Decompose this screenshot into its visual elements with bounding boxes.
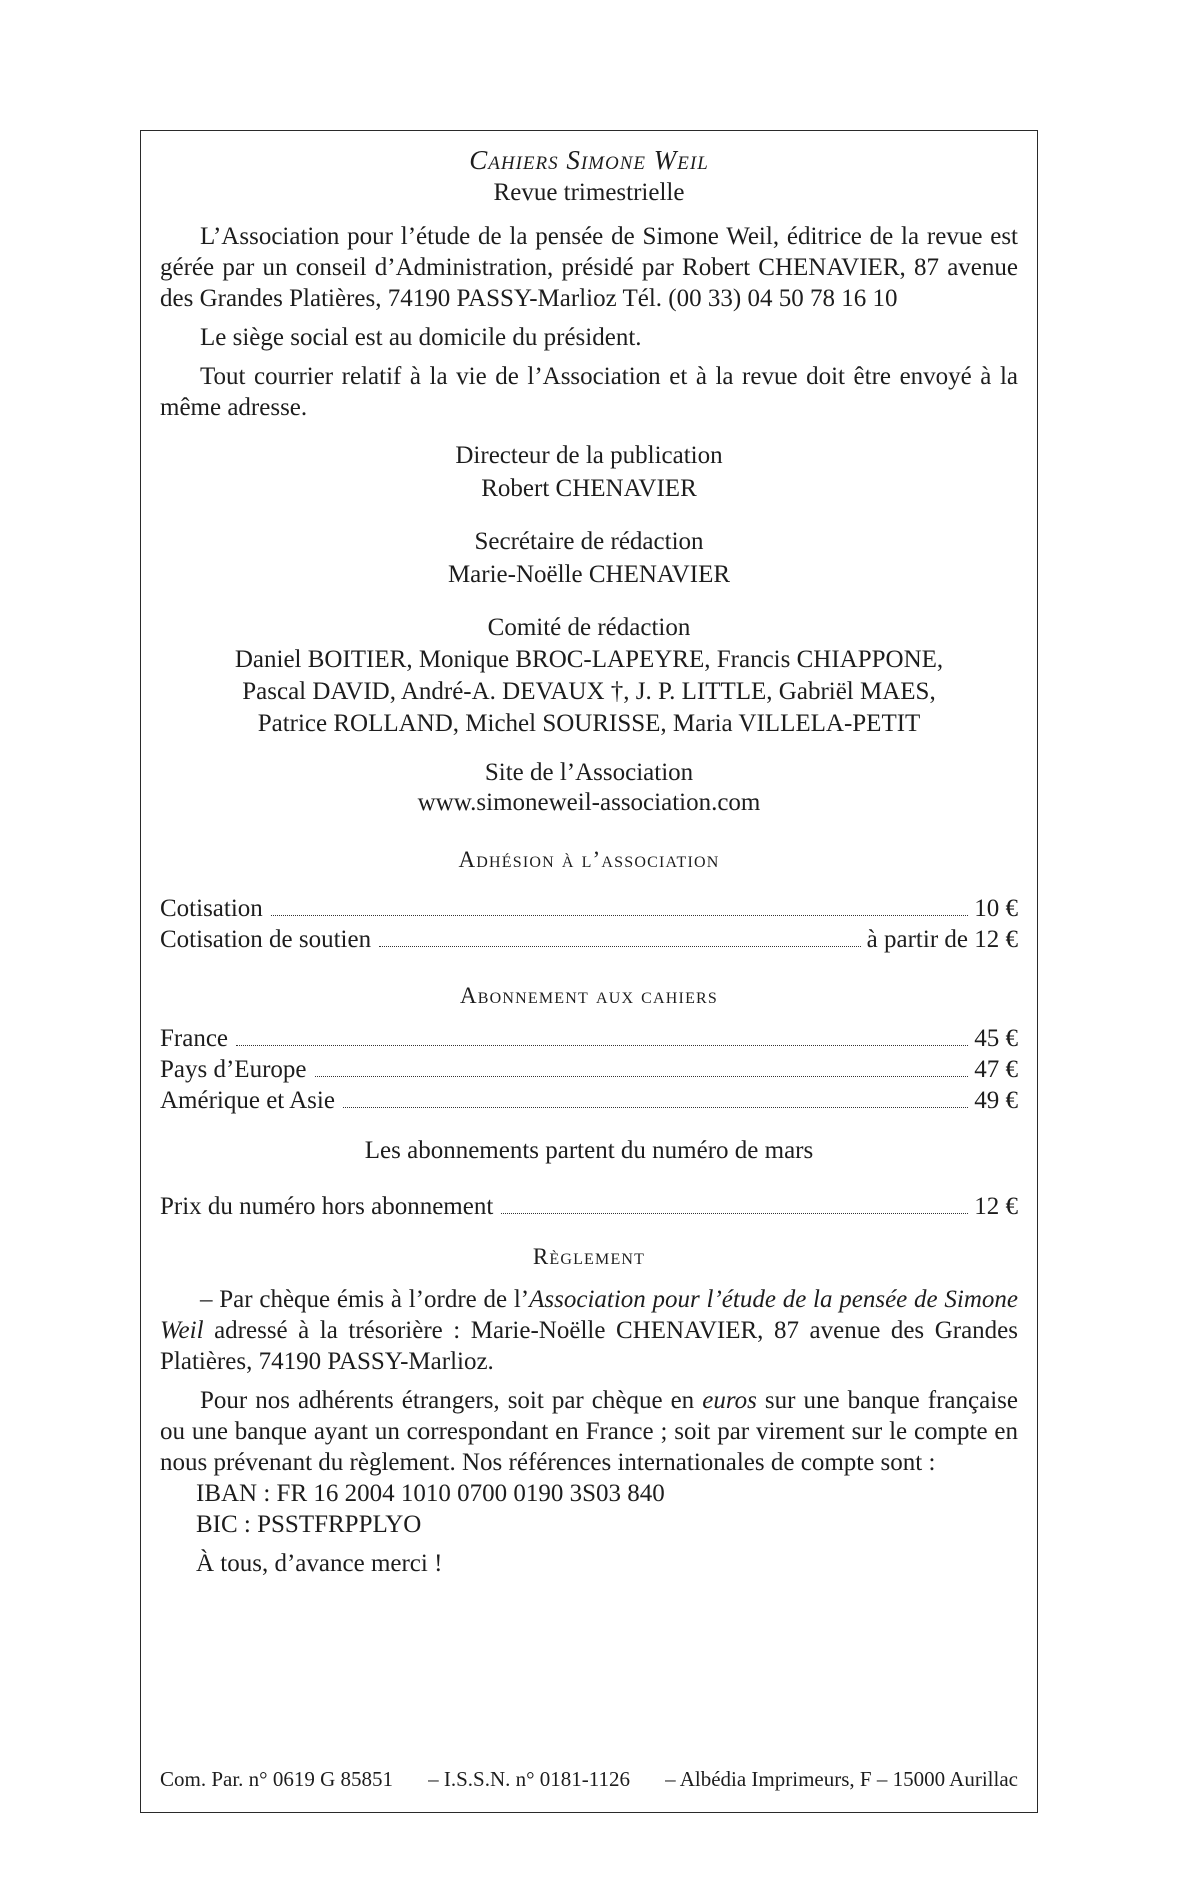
row-value: à partir de 12 €: [866, 926, 1018, 953]
subscription-heading: Abonnement aux cahiers: [459, 983, 719, 1008]
membership-list: [160, 893, 1018, 955]
footer-issn: – I.S.S.N. n° 0181-1126: [428, 1767, 630, 1791]
association-paragraph: L’Association pour l’étude de la pensée de Simone Weil, éditrice de la revue est gérée par un conseil d’Administration, présidé par Robert CHENAVIER, 87 avenue des Grandes Platières, 74190 PASSY-Marlioz Tél. (00 33) 04 50 78 16 10: [160, 223, 1018, 312]
row-value: 45 €: [974, 1025, 1018, 1052]
payment-heading: Règlement: [532, 1244, 646, 1269]
director-name: Robert CHENAVIER: [481, 475, 697, 502]
row-value: 49 €: [974, 1087, 1018, 1114]
cheque-text-end: adressé à la trésorière : Marie-Noëlle CHENAVIER, 87 avenue des Grandes Platières, 74190 PASSY-Marlioz.: [160, 1317, 1018, 1375]
journal-subtitle: Revue trimestrielle: [493, 179, 685, 206]
dot-leader: [315, 1076, 969, 1077]
committee-label: Comité de rédaction: [487, 614, 691, 641]
dot-leader: [271, 915, 968, 916]
single-issue-row: [160, 1191, 1018, 1222]
row-label: France: [160, 1025, 229, 1052]
info-page-frame: [140, 130, 1038, 1813]
row-label: Pays d’Europe: [160, 1056, 307, 1083]
seat-paragraph: Le siège social est au domicile du président.: [200, 324, 642, 351]
association-name: Association pour l’étude de la pensée de Simone Weil: [160, 1286, 1018, 1344]
imprint-footer: [160, 1766, 1018, 1792]
secretary-label: Secrétaire de rédaction: [474, 528, 704, 555]
thanks-line: À tous, d’avance merci !: [196, 1550, 443, 1577]
subscription-list: [160, 1023, 1018, 1116]
cheque-paragraph: [160, 1284, 1018, 1377]
journal-title: Cahiers Simone Weil: [469, 145, 709, 175]
row-label: Prix du numéro hors abonnement: [160, 1193, 494, 1220]
membership-heading: Adhésion à l’association: [458, 847, 720, 872]
subscription-row: [160, 1054, 1018, 1085]
mail-paragraph: Tout courrier relatif à la vie de l’Association et à la revue doit être envoyé à la même adresse.: [160, 363, 1018, 421]
bic-line: BIC : PSSTFRPPLYO: [196, 1511, 422, 1538]
cheque-text-start: – Par chèque émis à l’ordre de l’: [200, 1286, 530, 1313]
dot-leader: [343, 1107, 968, 1108]
iban-line: IBAN : FR 16 2004 1010 0700 0190 3S03 840: [196, 1480, 665, 1507]
committee-line-2: Pascal DAVID, André-A. DEVAUX †, J. P. LITTLE, Gabriël MAES,: [242, 678, 936, 705]
row-label: Cotisation de soutien: [160, 926, 372, 953]
row-value: 12 €: [974, 1193, 1018, 1220]
membership-row: [160, 924, 1018, 955]
euros-word: euros: [702, 1387, 757, 1414]
subscription-note: Les abonnements partent du numéro de mars: [364, 1137, 814, 1164]
secretary-name: Marie-Noëlle CHENAVIER: [447, 561, 731, 588]
dot-leader: [379, 946, 861, 947]
dot-leader: [236, 1045, 968, 1046]
subscription-row: [160, 1085, 1018, 1116]
subscription-row: [160, 1023, 1018, 1054]
site-url[interactable]: www.simoneweil-association.com: [417, 789, 761, 816]
director-label: Directeur de la publication: [455, 442, 723, 469]
foreign-text-start: Pour nos adhérents étrangers, soit par chèque en: [200, 1387, 703, 1414]
committee-line-1: Daniel BOITIER, Monique BROC-LAPEYRE, Francis CHIAPPONE,: [234, 646, 944, 673]
row-label: Cotisation: [160, 895, 263, 922]
foreign-text-end: sur une banque française ou une banque ayant un correspondant en France ; soit par virement sur le compte en nous prévenant du règlement. Nos références internationales de compte sont :: [160, 1387, 1018, 1476]
dot-leader: [501, 1213, 968, 1214]
committee-line-3: Patrice ROLLAND, Michel SOURISSE, Maria VILLELA-PETIT: [257, 710, 921, 737]
row-label: Amérique et Asie: [160, 1087, 335, 1114]
footer-printer: – Albédia Imprimeurs, F – 15000 Aurillac: [665, 1767, 1018, 1791]
site-label: Site de l’Association: [484, 759, 694, 786]
membership-row: [160, 893, 1018, 924]
foreign-paragraph: [160, 1385, 1018, 1478]
page-content: [160, 131, 1018, 1579]
row-value: 47 €: [974, 1056, 1018, 1083]
row-value: 10 €: [974, 895, 1018, 922]
footer-commission: Com. Par. n° 0619 G 85851: [160, 1767, 393, 1791]
